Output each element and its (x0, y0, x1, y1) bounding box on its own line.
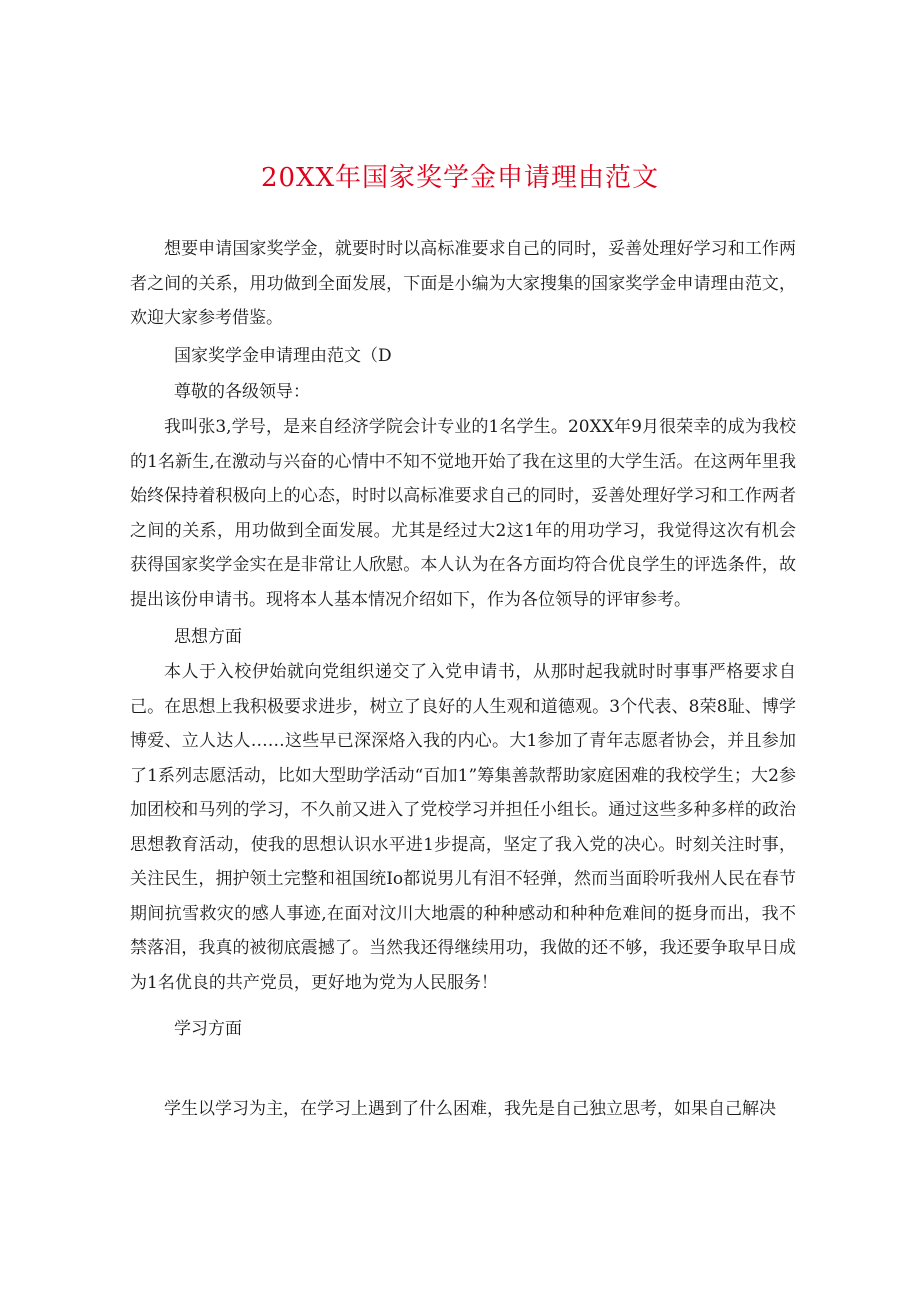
paragraph-block-2 (130, 655, 796, 1000)
paragraph-block-1 (130, 410, 796, 617)
intro-block (130, 232, 796, 336)
paragraph-study: 学生以学习为主，在学习上遇到了什么困难，我先是自己独立思考，如果自己解决 (164, 1099, 776, 1119)
section-heading-thought: 思想方面 (174, 627, 242, 647)
section-heading-study: 学习方面 (174, 1019, 242, 1039)
paragraph-block-3 (130, 1092, 796, 1127)
paragraph-introduction: 我叫张3,学号，是来自经济学院会计专业的1名学生。20XX年9月很荣幸的成为我校的1名新生,在激动与兴奋的心情中不知不觉地开始了我在这里的大学生活。在这两年里我始终保持着积极向上的心态，时时以高标准要求自己的同时，妥善处理好学习和工作两者之间的关系，用功做到全面发展。尤其是经过大2这1年的用功学习，我觉得这次有机会获得国家奖学金实在是非常让人欣慰。本人认为在各方面均符合优良学生的评选条件，故提出该份申请书。现将本人基本情况介绍如下，作为各位领导的评审参考。 (130, 417, 796, 610)
intro-paragraph: 想要申请国家奖学金，就要时时以高标准要求自己的同时，妥善处理好学习和工作两者之间的关系，用功做到全面发展，下面是小编为大家搜集的国家奖学金申请理由范文，欢迎大家参考借鉴。 (130, 239, 796, 328)
heading-block-study (130, 1012, 796, 1047)
heading-block-thought (130, 620, 796, 655)
salutation: 尊敬的各级领导： (174, 382, 310, 402)
subtitle-block (130, 339, 796, 374)
paragraph-thought: 本人于入校伊始就向党组织递交了入党申请书，从那时起我就时时事事严格要求自己。在思想上我积极要求进步，树立了良好的人生观和道德观。3个代表、8荣8耻、博学博爱、立人达人……这些早已深深烙入我的内心。大1参加了青年志愿者协会，并且参加了1系列志愿活动，比如大型助学活动“百加1”筹集善款帮助家庭困难的我校学生；大2参加团校和马列的学习，不久前又进入了党校学习并担任小组长。通过这些多种多样的政治思想教育活动，使我的思想认识水平进1步提高，坚定了我入党的决心。时刻关注时事，关注民生，拥护领土完整和祖国统Io都说男儿有泪不轻弹，然而当面聆听我州人民在春节期间抗雪救灾的感人事迹,在面对汶川大地震的种种感动和种种危难间的挺身而出，我不禁落泪，我真的被彻底震撼了。当然我还得继续用功，我做的还不够，我还要争取早日成为1名优良的共产党员，更好地为党为人民服务！ (130, 662, 796, 993)
salutation-block (130, 375, 796, 410)
document-title: 20XX年国家奖学金申请理由范文 (260, 163, 660, 193)
section-subtitle: 国家奖学金申请理由范文（D (174, 346, 392, 366)
